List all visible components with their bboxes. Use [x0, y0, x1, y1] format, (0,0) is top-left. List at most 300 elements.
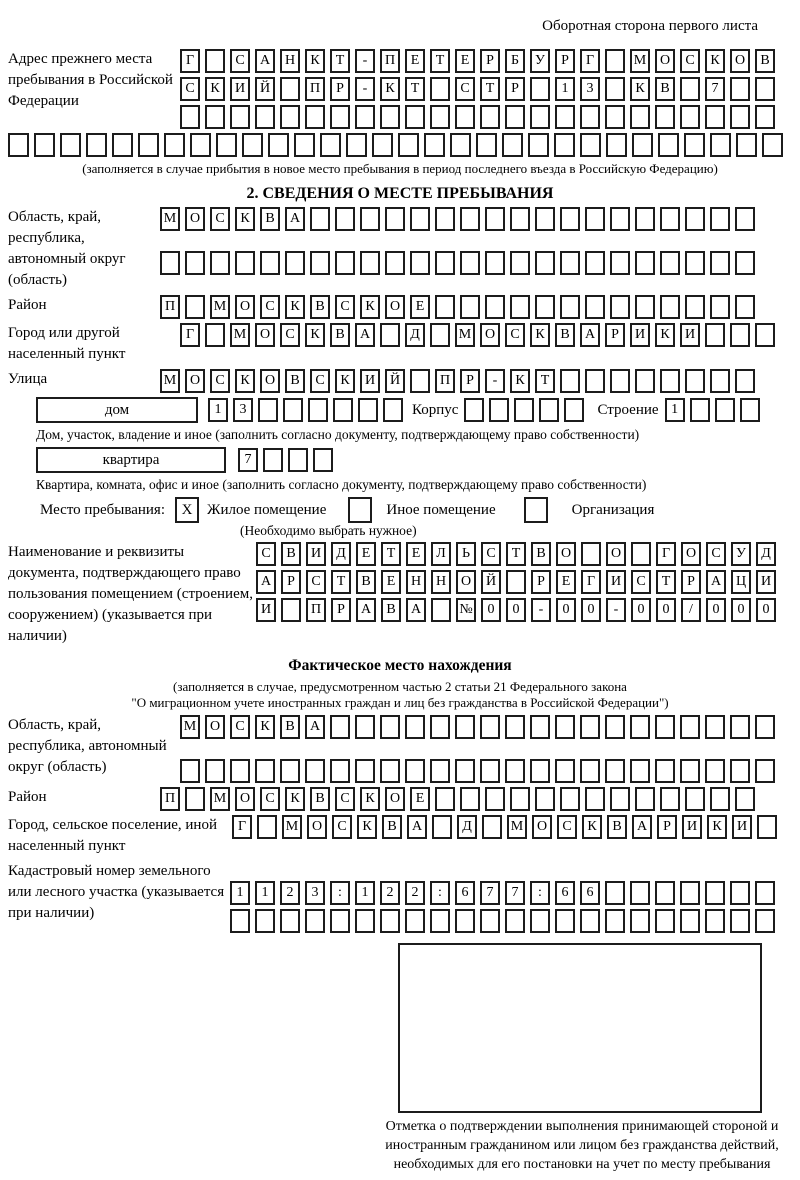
char-cell[interactable] [555, 909, 575, 933]
fact-region-row-1[interactable] [180, 715, 780, 739]
char-cell[interactable]: У [530, 49, 550, 73]
char-cell[interactable]: 1 [665, 398, 685, 422]
char-cell[interactable] [605, 715, 625, 739]
char-cell[interactable]: С [631, 570, 651, 594]
char-cell[interactable]: М [210, 787, 230, 811]
char-cell[interactable] [610, 295, 630, 319]
char-cell[interactable]: С [230, 715, 250, 739]
char-cell[interactable] [630, 715, 650, 739]
char-cell[interactable] [755, 909, 775, 933]
char-cell[interactable] [435, 207, 455, 231]
char-cell[interactable]: К [655, 323, 675, 347]
char-cell[interactable]: С [180, 77, 200, 101]
char-cell[interactable] [535, 787, 555, 811]
char-cell[interactable] [580, 909, 600, 933]
stroenie-cells[interactable] [665, 398, 765, 422]
char-cell[interactable]: С [332, 815, 352, 839]
char-cell[interactable]: А [285, 207, 305, 231]
char-cell[interactable] [380, 759, 400, 783]
char-cell[interactable]: С [481, 542, 501, 566]
char-cell[interactable] [410, 207, 430, 231]
char-cell[interactable]: В [260, 207, 280, 231]
char-cell[interactable] [755, 759, 775, 783]
char-cell[interactable] [655, 881, 675, 905]
char-cell[interactable]: 7 [480, 881, 500, 905]
char-cell[interactable] [685, 295, 705, 319]
char-cell[interactable] [257, 815, 277, 839]
char-cell[interactable] [405, 715, 425, 739]
char-cell[interactable]: В [381, 598, 401, 622]
char-cell[interactable]: Р [281, 570, 301, 594]
char-cell[interactable] [410, 251, 430, 275]
char-cell[interactable]: Г [580, 49, 600, 73]
street-row[interactable] [160, 369, 760, 393]
char-cell[interactable]: Т [381, 542, 401, 566]
char-cell[interactable] [655, 909, 675, 933]
char-cell[interactable] [757, 815, 777, 839]
char-cell[interactable]: 1 [208, 398, 228, 422]
char-cell[interactable] [455, 759, 475, 783]
char-cell[interactable]: А [355, 323, 375, 347]
char-cell[interactable] [510, 295, 530, 319]
char-cell[interactable]: 3 [233, 398, 253, 422]
char-cell[interactable]: А [256, 570, 276, 594]
char-cell[interactable] [285, 251, 305, 275]
checkbox-organization[interactable] [524, 497, 548, 523]
char-cell[interactable]: 3 [305, 881, 325, 905]
char-cell[interactable] [755, 105, 775, 129]
char-cell[interactable] [635, 369, 655, 393]
char-cell[interactable]: М [455, 323, 475, 347]
char-cell[interactable] [355, 759, 375, 783]
fact-district-row[interactable] [160, 787, 760, 811]
char-cell[interactable]: К [305, 49, 325, 73]
char-cell[interactable] [180, 759, 200, 783]
char-cell[interactable] [34, 133, 55, 157]
char-cell[interactable] [730, 323, 750, 347]
char-cell[interactable] [535, 295, 555, 319]
char-cell[interactable]: О [385, 787, 405, 811]
char-cell[interactable]: 6 [555, 881, 575, 905]
char-cell[interactable]: Г [232, 815, 252, 839]
char-cell[interactable] [680, 105, 700, 129]
char-cell[interactable] [383, 398, 403, 422]
char-cell[interactable]: П [380, 49, 400, 73]
char-cell[interactable]: В [531, 542, 551, 566]
char-cell[interactable]: К [380, 77, 400, 101]
document-row-2[interactable] [256, 570, 781, 594]
char-cell[interactable]: В [356, 570, 376, 594]
char-cell[interactable]: О [185, 369, 205, 393]
char-cell[interactable]: У [731, 542, 751, 566]
char-cell[interactable] [510, 207, 530, 231]
char-cell[interactable] [710, 787, 730, 811]
char-cell[interactable] [320, 133, 341, 157]
char-cell[interactable] [710, 295, 730, 319]
char-cell[interactable] [635, 207, 655, 231]
char-cell[interactable] [755, 881, 775, 905]
char-cell[interactable] [431, 598, 451, 622]
char-cell[interactable] [605, 881, 625, 905]
char-cell[interactable]: П [435, 369, 455, 393]
char-cell[interactable] [685, 787, 705, 811]
char-cell[interactable]: К [335, 369, 355, 393]
char-cell[interactable] [205, 323, 225, 347]
char-cell[interactable]: 2 [380, 881, 400, 905]
apartment-number-cells[interactable] [238, 448, 338, 472]
char-cell[interactable] [555, 105, 575, 129]
char-cell[interactable] [460, 295, 480, 319]
char-cell[interactable]: Н [406, 570, 426, 594]
char-cell[interactable]: 0 [731, 598, 751, 622]
char-cell[interactable] [489, 398, 509, 422]
char-cell[interactable]: Р [681, 570, 701, 594]
char-cell[interactable]: Р [555, 49, 575, 73]
char-cell[interactable] [655, 715, 675, 739]
char-cell[interactable] [335, 251, 355, 275]
char-cell[interactable]: : [330, 881, 350, 905]
char-cell[interactable] [380, 909, 400, 933]
char-cell[interactable] [755, 715, 775, 739]
char-cell[interactable]: С [455, 77, 475, 101]
char-cell[interactable]: К [235, 207, 255, 231]
char-cell[interactable]: С [706, 542, 726, 566]
char-cell[interactable]: К [235, 369, 255, 393]
char-cell[interactable]: В [607, 815, 627, 839]
char-cell[interactable] [8, 133, 29, 157]
char-cell[interactable] [460, 251, 480, 275]
char-cell[interactable] [610, 787, 630, 811]
char-cell[interactable]: О [235, 295, 255, 319]
char-cell[interactable] [660, 787, 680, 811]
char-cell[interactable]: - [355, 77, 375, 101]
char-cell[interactable]: 0 [506, 598, 526, 622]
char-cell[interactable]: М [160, 369, 180, 393]
char-cell[interactable]: 1 [555, 77, 575, 101]
char-cell[interactable] [535, 251, 555, 275]
cadastral-row-2[interactable] [230, 909, 780, 933]
char-cell[interactable]: Р [505, 77, 525, 101]
char-cell[interactable] [485, 787, 505, 811]
char-cell[interactable] [305, 909, 325, 933]
char-cell[interactable] [230, 759, 250, 783]
char-cell[interactable] [630, 909, 650, 933]
char-cell[interactable] [585, 369, 605, 393]
char-cell[interactable]: В [310, 787, 330, 811]
char-cell[interactable] [705, 715, 725, 739]
char-cell[interactable] [255, 105, 275, 129]
char-cell[interactable] [330, 909, 350, 933]
char-cell[interactable]: В [655, 77, 675, 101]
char-cell[interactable] [560, 295, 580, 319]
char-cell[interactable] [660, 251, 680, 275]
char-cell[interactable] [205, 105, 225, 129]
char-cell[interactable] [755, 77, 775, 101]
char-cell[interactable] [630, 105, 650, 129]
char-cell[interactable]: И [682, 815, 702, 839]
char-cell[interactable]: О [456, 570, 476, 594]
char-cell[interactable] [730, 77, 750, 101]
char-cell[interactable] [480, 909, 500, 933]
char-cell[interactable] [740, 398, 760, 422]
char-cell[interactable] [605, 49, 625, 73]
char-cell[interactable]: И [630, 323, 650, 347]
char-cell[interactable] [430, 77, 450, 101]
char-cell[interactable] [480, 715, 500, 739]
char-cell[interactable] [333, 398, 353, 422]
char-cell[interactable]: Р [657, 815, 677, 839]
char-cell[interactable] [480, 105, 500, 129]
char-cell[interactable] [283, 398, 303, 422]
char-cell[interactable]: Т [535, 369, 555, 393]
char-cell[interactable]: Й [255, 77, 275, 101]
char-cell[interactable]: 6 [580, 881, 600, 905]
char-cell[interactable]: О [185, 207, 205, 231]
char-cell[interactable] [435, 251, 455, 275]
char-cell[interactable]: С [680, 49, 700, 73]
char-cell[interactable] [606, 133, 627, 157]
char-cell[interactable]: Г [180, 323, 200, 347]
char-cell[interactable] [528, 133, 549, 157]
char-cell[interactable]: М [507, 815, 527, 839]
char-cell[interactable] [205, 49, 225, 73]
char-cell[interactable] [310, 251, 330, 275]
char-cell[interactable]: Д [405, 323, 425, 347]
char-cell[interactable] [216, 133, 237, 157]
char-cell[interactable] [610, 207, 630, 231]
char-cell[interactable]: 1 [355, 881, 375, 905]
char-cell[interactable]: Д [331, 542, 351, 566]
char-cell[interactable]: С [335, 295, 355, 319]
char-cell[interactable] [585, 207, 605, 231]
char-cell[interactable]: О [255, 323, 275, 347]
char-cell[interactable]: К [530, 323, 550, 347]
char-cell[interactable] [735, 207, 755, 231]
char-cell[interactable] [730, 759, 750, 783]
char-cell[interactable] [380, 105, 400, 129]
char-cell[interactable] [355, 105, 375, 129]
prev-address-row-3[interactable] [180, 105, 780, 129]
char-cell[interactable] [505, 105, 525, 129]
char-cell[interactable] [605, 77, 625, 101]
char-cell[interactable] [294, 133, 315, 157]
char-cell[interactable] [730, 881, 750, 905]
char-cell[interactable] [539, 398, 559, 422]
char-cell[interactable] [160, 251, 180, 275]
char-cell[interactable]: В [285, 369, 305, 393]
char-cell[interactable]: Д [457, 815, 477, 839]
char-cell[interactable] [585, 295, 605, 319]
char-cell[interactable]: Е [356, 542, 376, 566]
char-cell[interactable] [185, 295, 205, 319]
char-cell[interactable] [398, 133, 419, 157]
char-cell[interactable]: А [580, 323, 600, 347]
char-cell[interactable]: Т [506, 542, 526, 566]
char-cell[interactable] [680, 881, 700, 905]
city-row[interactable] [180, 323, 780, 347]
char-cell[interactable]: О [532, 815, 552, 839]
char-cell[interactable] [655, 759, 675, 783]
char-cell[interactable]: А [632, 815, 652, 839]
char-cell[interactable] [660, 295, 680, 319]
char-cell[interactable]: Н [280, 49, 300, 73]
char-cell[interactable]: С [260, 295, 280, 319]
char-cell[interactable] [424, 133, 445, 157]
char-cell[interactable]: К [205, 77, 225, 101]
char-cell[interactable] [430, 909, 450, 933]
char-cell[interactable] [281, 598, 301, 622]
char-cell[interactable]: Т [330, 49, 350, 73]
char-cell[interactable] [205, 759, 225, 783]
char-cell[interactable] [405, 909, 425, 933]
char-cell[interactable]: И [306, 542, 326, 566]
char-cell[interactable] [430, 323, 450, 347]
char-cell[interactable]: П [160, 295, 180, 319]
char-cell[interactable]: О [205, 715, 225, 739]
prev-address-row-1[interactable] [180, 49, 780, 73]
char-cell[interactable] [310, 207, 330, 231]
prev-address-row-2[interactable] [180, 77, 780, 101]
document-row-3[interactable] [256, 598, 781, 622]
char-cell[interactable] [710, 207, 730, 231]
char-cell[interactable] [330, 105, 350, 129]
char-cell[interactable] [502, 133, 523, 157]
char-cell[interactable] [710, 133, 731, 157]
char-cell[interactable] [260, 251, 280, 275]
char-cell[interactable] [60, 133, 81, 157]
char-cell[interactable]: Е [455, 49, 475, 73]
char-cell[interactable] [263, 448, 283, 472]
char-cell[interactable]: Т [405, 77, 425, 101]
char-cell[interactable]: В [382, 815, 402, 839]
fact-region-row-2[interactable] [180, 759, 780, 783]
char-cell[interactable]: К [285, 787, 305, 811]
char-cell[interactable] [580, 133, 601, 157]
char-cell[interactable]: В [310, 295, 330, 319]
char-cell[interactable]: 0 [706, 598, 726, 622]
char-cell[interactable]: : [530, 881, 550, 905]
char-cell[interactable] [86, 133, 107, 157]
char-cell[interactable] [710, 369, 730, 393]
char-cell[interactable] [164, 133, 185, 157]
char-cell[interactable]: В [555, 323, 575, 347]
char-cell[interactable]: С [260, 787, 280, 811]
char-cell[interactable]: Д [756, 542, 776, 566]
char-cell[interactable]: Р [460, 369, 480, 393]
char-cell[interactable] [630, 881, 650, 905]
char-cell[interactable]: Р [531, 570, 551, 594]
char-cell[interactable] [480, 759, 500, 783]
apartment-type-field[interactable]: квартира [36, 447, 226, 473]
char-cell[interactable]: С [280, 323, 300, 347]
char-cell[interactable]: : [430, 881, 450, 905]
char-cell[interactable]: 0 [581, 598, 601, 622]
char-cell[interactable]: К [357, 815, 377, 839]
char-cell[interactable] [435, 787, 455, 811]
char-cell[interactable] [355, 715, 375, 739]
char-cell[interactable] [684, 133, 705, 157]
char-cell[interactable] [762, 133, 783, 157]
house-number-cells[interactable] [208, 398, 408, 422]
char-cell[interactable]: Л [431, 542, 451, 566]
char-cell[interactable] [655, 105, 675, 129]
char-cell[interactable] [635, 787, 655, 811]
char-cell[interactable] [605, 759, 625, 783]
char-cell[interactable] [455, 715, 475, 739]
char-cell[interactable] [680, 909, 700, 933]
char-cell[interactable] [705, 323, 725, 347]
char-cell[interactable]: 0 [556, 598, 576, 622]
char-cell[interactable] [180, 105, 200, 129]
char-cell[interactable] [630, 759, 650, 783]
char-cell[interactable] [455, 105, 475, 129]
char-cell[interactable] [485, 207, 505, 231]
char-cell[interactable] [705, 105, 725, 129]
char-cell[interactable]: К [705, 49, 725, 73]
char-cell[interactable] [430, 759, 450, 783]
char-cell[interactable] [482, 815, 502, 839]
char-cell[interactable] [554, 133, 575, 157]
char-cell[interactable] [690, 398, 710, 422]
char-cell[interactable]: 3 [580, 77, 600, 101]
char-cell[interactable]: Ь [456, 542, 476, 566]
char-cell[interactable] [432, 815, 452, 839]
char-cell[interactable]: 1 [230, 881, 250, 905]
char-cell[interactable] [735, 787, 755, 811]
char-cell[interactable] [680, 715, 700, 739]
char-cell[interactable]: И [256, 598, 276, 622]
char-cell[interactable] [346, 133, 367, 157]
char-cell[interactable]: - [531, 598, 551, 622]
house-type-field[interactable]: дом [36, 397, 198, 423]
char-cell[interactable] [305, 105, 325, 129]
char-cell[interactable] [530, 77, 550, 101]
char-cell[interactable] [308, 398, 328, 422]
char-cell[interactable] [410, 369, 430, 393]
char-cell[interactable]: О [307, 815, 327, 839]
char-cell[interactable] [610, 251, 630, 275]
char-cell[interactable]: Р [330, 77, 350, 101]
char-cell[interactable]: К [360, 295, 380, 319]
char-cell[interactable]: Е [381, 570, 401, 594]
char-cell[interactable] [255, 909, 275, 933]
char-cell[interactable] [580, 715, 600, 739]
char-cell[interactable] [730, 715, 750, 739]
char-cell[interactable] [530, 909, 550, 933]
char-cell[interactable]: К [630, 77, 650, 101]
char-cell[interactable] [560, 787, 580, 811]
char-cell[interactable]: Н [431, 570, 451, 594]
char-cell[interactable] [335, 207, 355, 231]
char-cell[interactable] [288, 448, 308, 472]
char-cell[interactable]: 0 [656, 598, 676, 622]
char-cell[interactable]: № [456, 598, 476, 622]
char-cell[interactable] [455, 909, 475, 933]
char-cell[interactable] [685, 207, 705, 231]
char-cell[interactable]: К [255, 715, 275, 739]
char-cell[interactable] [580, 759, 600, 783]
char-cell[interactable] [535, 207, 555, 231]
char-cell[interactable]: - [355, 49, 375, 73]
char-cell[interactable]: И [680, 323, 700, 347]
char-cell[interactable]: К [305, 323, 325, 347]
char-cell[interactable]: О [480, 323, 500, 347]
char-cell[interactable] [510, 787, 530, 811]
char-cell[interactable]: Е [556, 570, 576, 594]
char-cell[interactable] [380, 715, 400, 739]
char-cell[interactable] [715, 398, 735, 422]
char-cell[interactable] [280, 105, 300, 129]
